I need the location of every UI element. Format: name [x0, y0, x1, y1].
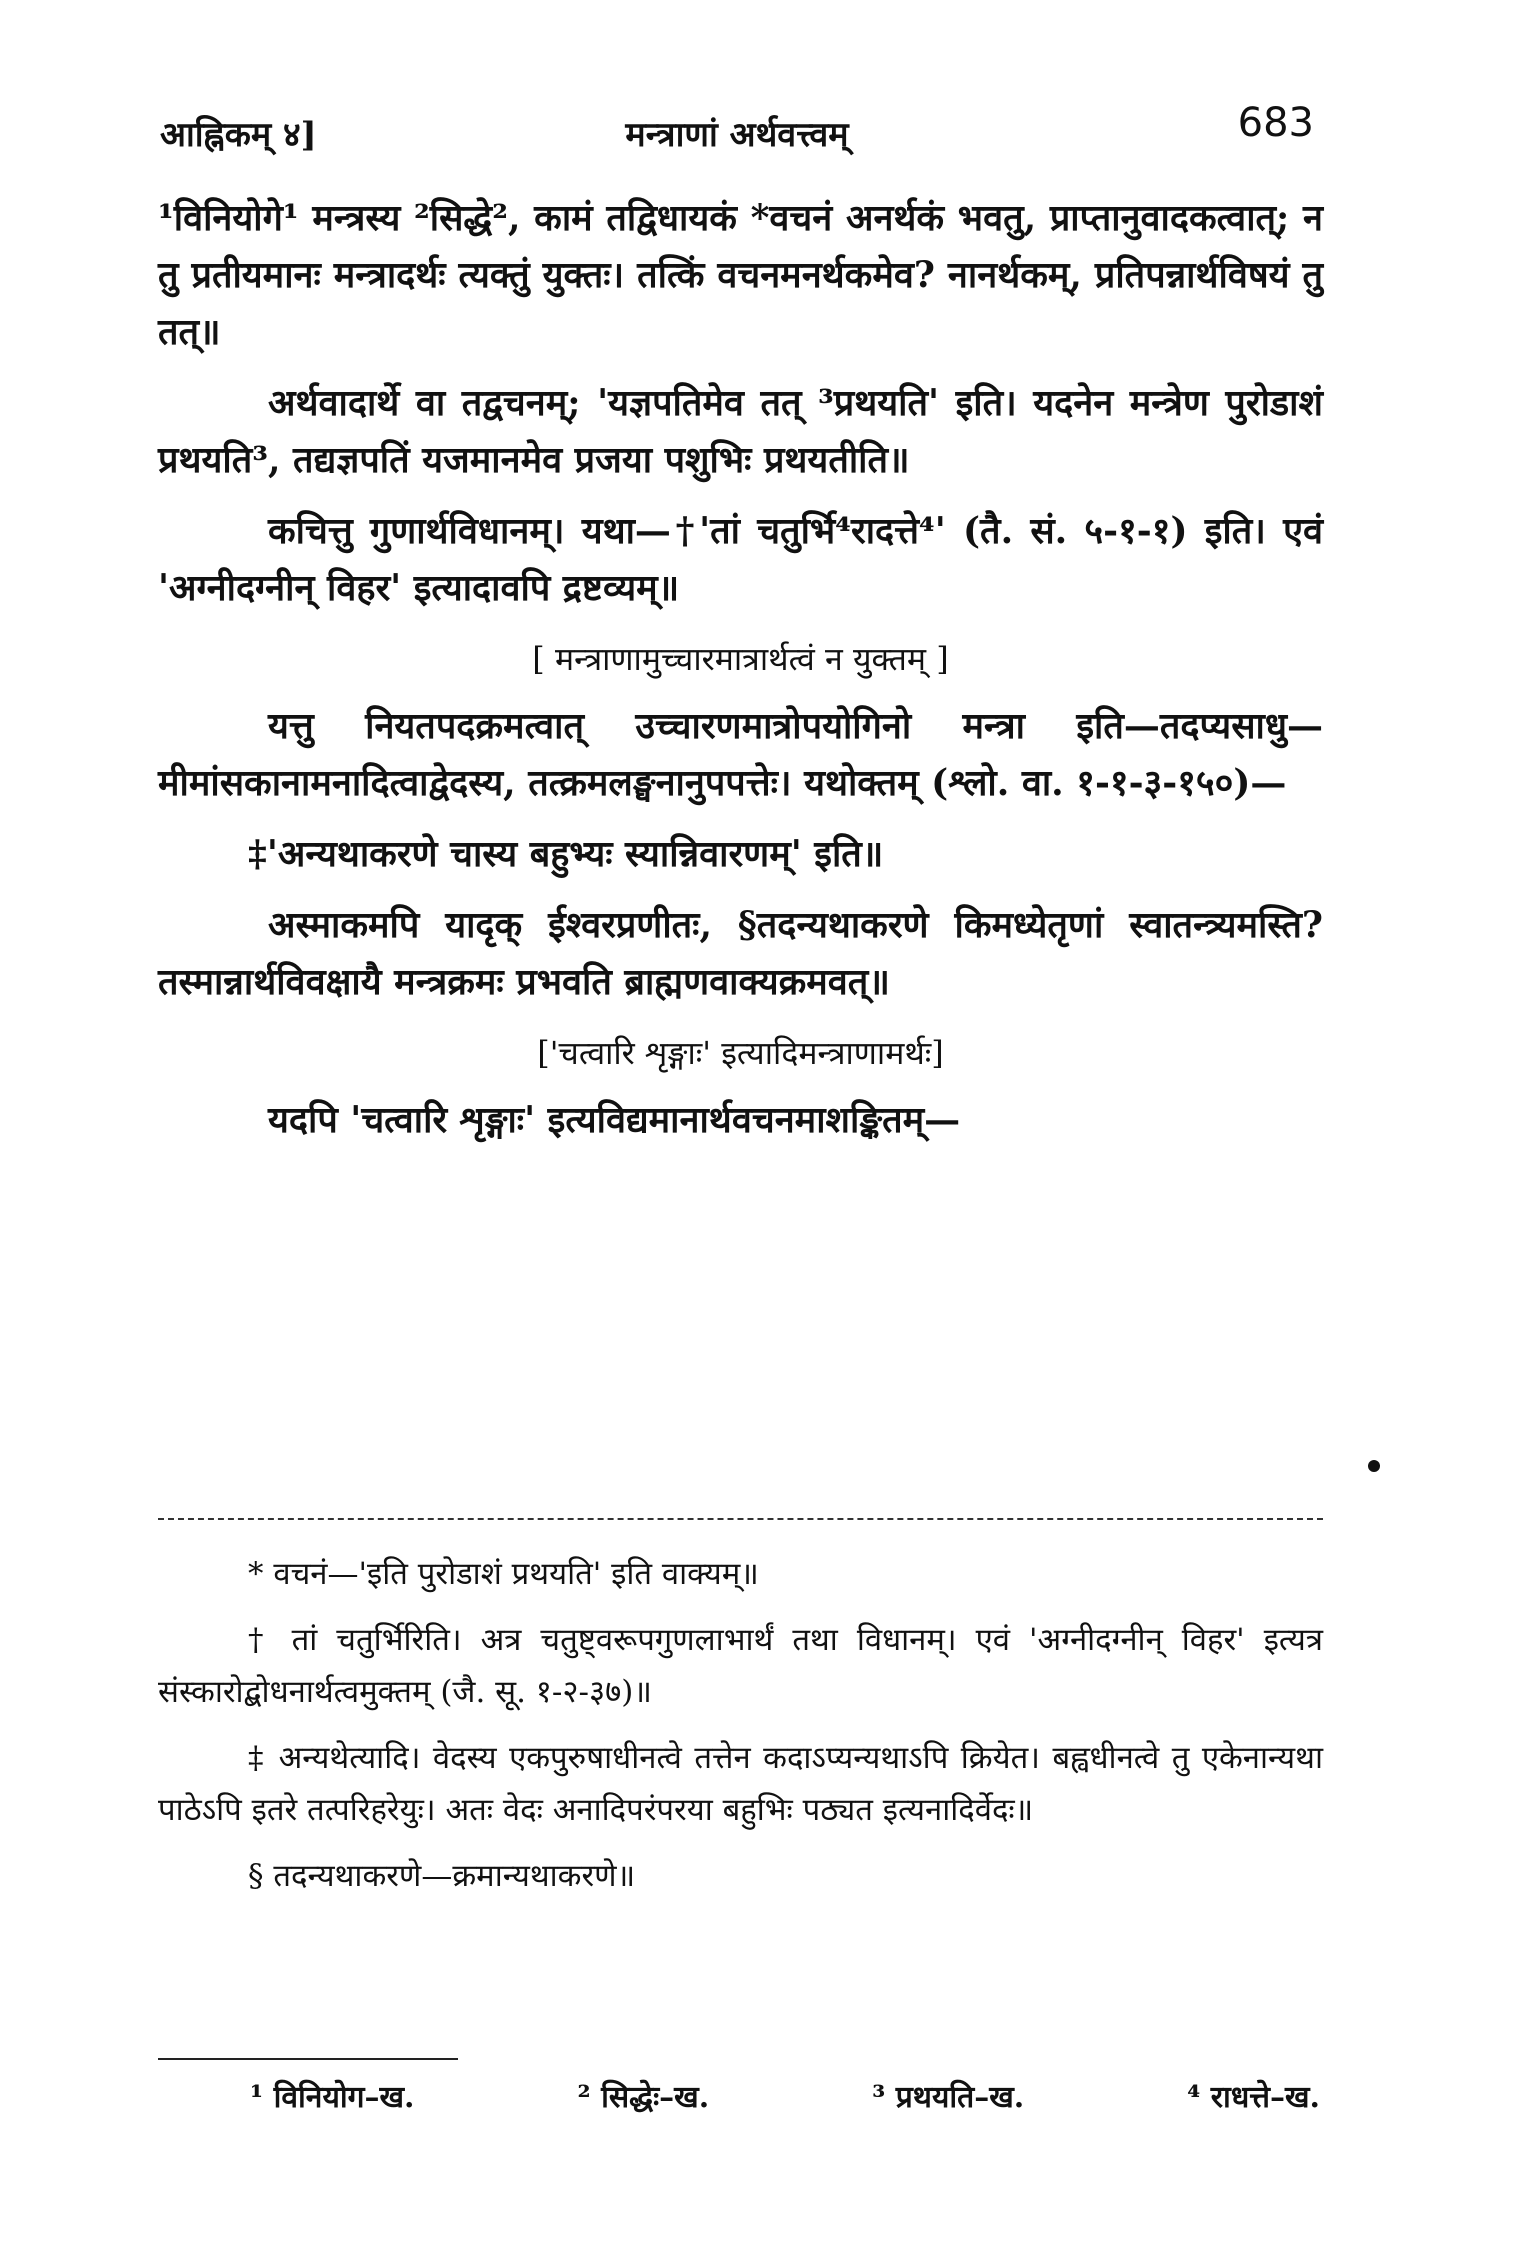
paragraph-2: अर्थवादार्थे वा तद्वचनम्; 'यज्ञपतिमेव तत् ³प्रथयति' इति। यदनेन मन्त्रेण पुरोडाशं प्रथयति³, तद्यज्ञपतिं यजमानमेव प्रजया पशुभिः प्रथयतीति॥ [158, 382, 1323, 481]
footnote-1: ¹ विनियोग–ख. [250, 2080, 415, 2115]
paragraph-4: यत्तु नियतपदक्रमत्वात् उच्चारणमात्रोपयोगिनो मन्त्रा इति—तदप्यसाधु—मीमांसकानामनादित्वाद्वेदस्य, तत्क्रमलङ्घनानुपपत्तेः। यथोक्तम् (श्लो. वा. १-१-३-१५०)— [158, 705, 1323, 804]
running-header [160, 100, 1314, 160]
footnote-4: ⁴ राधत्ते–ख. [1187, 2080, 1320, 2115]
main-text [158, 190, 1323, 1163]
paragraph-6: यदपि 'चत्वारि शृङ्गाः' इत्यविद्यमानार्थवचनमाशङ्कितम्— [268, 1099, 961, 1141]
paragraph-5: अस्माकमपि यादृक् ईश्वरप्रणीतः, §तदन्यथाकरणे किमध्येतृणां स्वातन्त्र्यमस्ति? तस्मान्नार्थविवक्षायै मन्त्रक्रमः प्रभवति ब्राह्मणवाक्यक्रमवत्॥ [158, 904, 1323, 1003]
page-number: 683 [1237, 100, 1314, 146]
running-title: मन्त्राणां अर्थवत्त्वम् [625, 115, 849, 155]
chapter-label: आह्निकम् ४] [160, 115, 317, 155]
section-heading-1: [ मन्त्राणामुच्चारमात्रार्थत्वं न युक्तम् ] [532, 640, 949, 678]
footnote-divider [158, 2058, 458, 2060]
footnote-3: ³ प्रथयति–ख. [872, 2080, 1025, 2115]
note-3: ‡ अन्यथेत्यादि। वेदस्य एकपुरुषाधीनत्वे तत्तेन कदाऽप्यन्यथाऽपि क्रियेत। बह्वधीनत्वे तु एकेनान्यथा पाठेऽपि इतरे तत्परिहरेयुः। अतः वेदः अनादिपरंपरया बहुभिः पठ्यत इत्यनादिर्वेदः॥ [158, 1740, 1323, 1828]
verse-quote: ‡'अन्यथाकरणे चास्य बहुभ्यः स्यान्निवारणम्' इति॥ [248, 833, 884, 875]
note-4: § तदन्यथाकरणे—क्रमान्यथाकरणे॥ [248, 1858, 636, 1894]
note-2: † तां चतुर्भिरिति। अत्र चतुष्ट्वरूपगुणलाभार्थं तथा विधानम्। एवं 'अग्नीदग्नीन् विहर' इत्यत्र संस्कारोद्बोधनार्थत्वमुक्तम् (जै. सू. १-२-३७)॥ [158, 1622, 1323, 1710]
margin-dot [1368, 1460, 1380, 1472]
paragraph-1: ¹विनियोगे¹ मन्त्रस्य ²सिद्धे², कामं तद्विधायकं *वचनं अनर्थकं भवतु, प्राप्तानुवादकत्वात्; न तु प्रतीयमानः मन्त्रादर्थः त्यक्तुं युक्तः। तत्किं वचनमनर्थकमेव? नानर्थकम्, प्रतिपन्नार्थविषयं तु तत्॥ [158, 197, 1323, 353]
section-heading-2: ['चत्वारि शृङ्गाः' इत्यादिमन्त्राणामर्थः] [537, 1034, 944, 1072]
note-1: * वचनं—'इति पुरोडाशं प्रथयति' इति वाक्यम्॥ [248, 1556, 759, 1592]
commentary-notes [158, 1548, 1323, 1916]
footnote-2: ² सिद्धेः–ख. [577, 2080, 710, 2115]
notes-divider [158, 1518, 1323, 1520]
footnotes [250, 2075, 1320, 2116]
paragraph-3: कचित्तु गुणार्थविधानम्। यथा—†'तां चतुर्भि⁴रादत्ते⁴' (तै. सं. ५-१-१) इति। एवं 'अग्नीदग्नीन् विहर' इत्यादावपि द्रष्टव्यम्॥ [158, 510, 1323, 609]
